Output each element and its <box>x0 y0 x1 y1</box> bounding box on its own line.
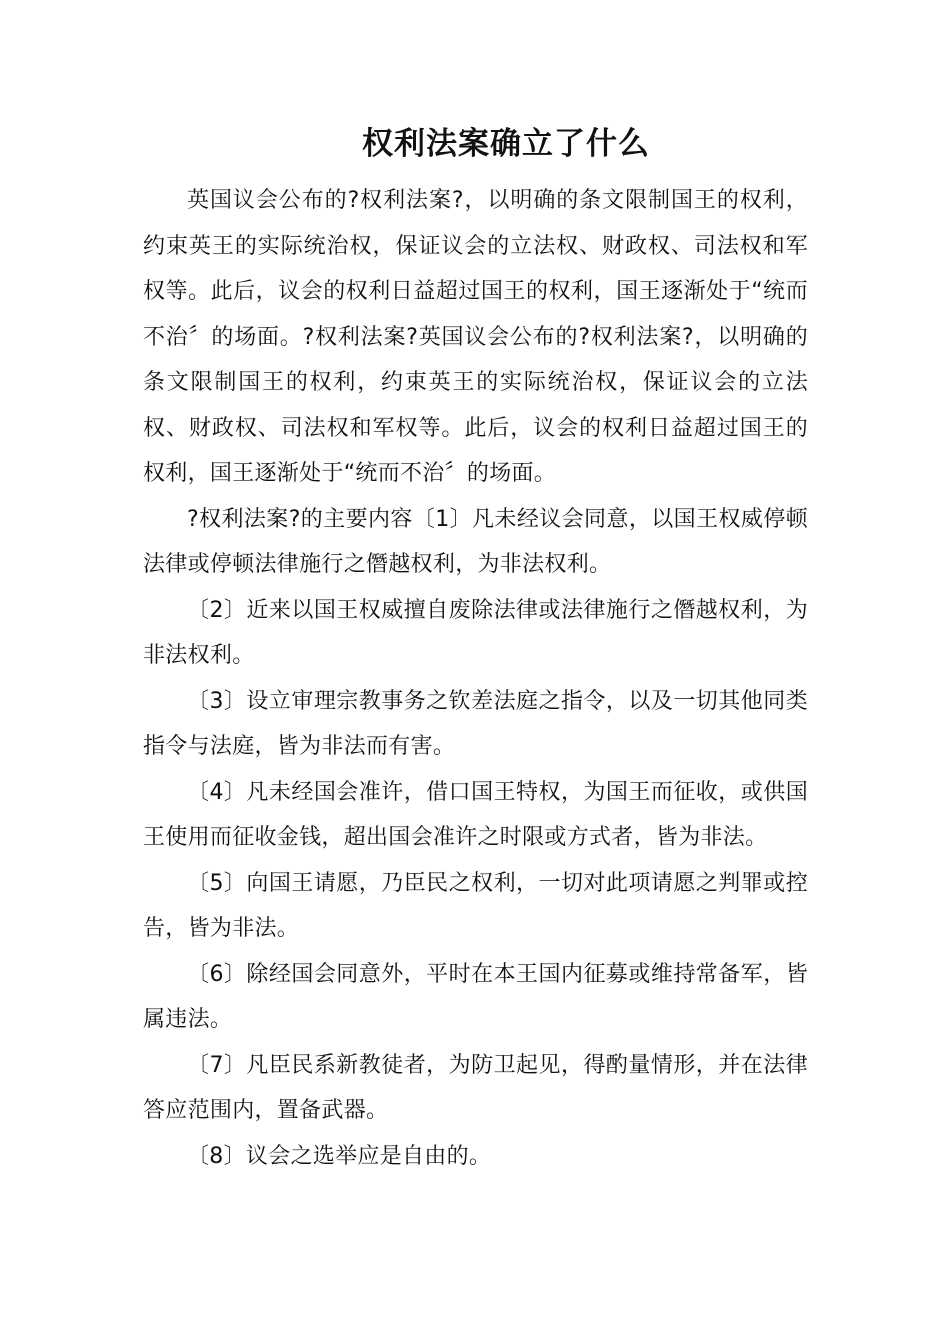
paragraph-item-2: 〔2〕近来以国王权威擅自废除法律或法律施行之僭越权利，为非法权利。 <box>143 597 808 668</box>
paragraph-main-content-1: ?权利法案?的主要内容〔1〕凡未经议会同意，以国王权威停顿法律或停顿法律施行之僭越权利，为非法权利。 <box>143 506 808 577</box>
paragraph-item-4: 〔4〕凡未经国会准许，借口国王特权，为国王而征收，或供国王使用而征收金钱，超出国会准许之时限或方式者，皆为非法。 <box>143 779 808 850</box>
paragraph-item-7: 〔7〕凡臣民系新教徒者，为防卫起见，得酌量情形，并在法律答应范围内，置备武器。 <box>143 1052 808 1123</box>
paragraph-item-3: 〔3〕设立审理宗教事务之钦差法庭之指令，以及一切其他同类指令与法庭，皆为非法而有害。 <box>143 688 808 759</box>
document-body <box>143 178 808 1179</box>
paragraph-item-6: 〔6〕除经国会同意外，平时在本王国内征募或维持常备军，皆属违法。 <box>143 961 808 1032</box>
paragraph-item-8: 〔8〕议会之选举应是自由的。 <box>187 1143 492 1169</box>
paragraph-intro: 英国议会公布的?权利法案?，以明确的条文限制国王的权利，约束英王的实际统治权，保证议会的立法权、财政权、司法权和军权等。此后，议会的权利日益超过国王的权利，国王逐渐处于“统而不治〞的场面。?权利法案?英国议会公布的?权利法案?，以明确的条文限制国王的权利，约束英王的实际统治权，保证议会的立法权、财政权、司法权和军权等。此后，议会的权利日益超过国王的权利，国王逐渐处于“统而不治〞的场面。 <box>143 188 808 486</box>
document-title: 权利法案确立了什么 <box>362 126 650 162</box>
paragraph-item-5: 〔5〕向国王请愿，乃臣民之权利，一切对此项请愿之判罪或控告，皆为非法。 <box>143 870 808 941</box>
